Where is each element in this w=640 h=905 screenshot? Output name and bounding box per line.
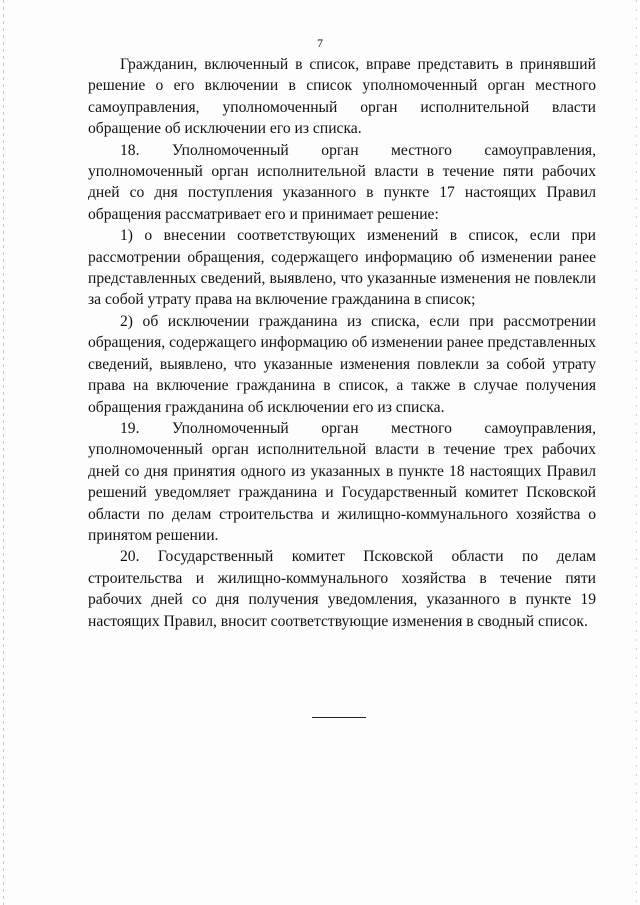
document-body xyxy=(88,54,596,632)
paragraph-19: 19. Уполномоченный орган местного самоуправления, уполномоченный орган исполнительной власти в течение трех рабочих дней со дня принятия одного из указанных в пункте 18 настоящих Правил решений уведомляет гражданина и Государственный комитет Псковской области по делам строительства и жилищно-коммунального хозяйства о принятом решении. xyxy=(88,419,596,544)
paragraph-20: 20. Государственный комитет Псковской области по делам строительства и жилищно-коммунального хозяйства в течение пяти рабочих дней со дня получения уведомления, указанного в пункте 19 настоящих Правил, вносит соответствующие изменения в сводный список. xyxy=(88,548,596,630)
scan-edge-right xyxy=(636,0,637,905)
paragraph-18: 18. Уполномоченный орган местного самоуправления, уполномоченный орган исполнительной власти в течение пяти рабочих дней со дня поступления указанного в пункте 17 настоящих Правил обращения рассматривает его и принимает решение: xyxy=(88,141,596,223)
page-number: 7 xyxy=(317,36,323,50)
scan-edge-left xyxy=(3,0,4,905)
closing-divider xyxy=(312,717,366,718)
paragraph-18-item-2: 2) об исключении гражданина из списка, если при рассмотрении обращения, содержащего информацию об изменении ранее представленных сведений, выявлено, что указанные изменения повлекли за собой утрату права на включение гражданина в список, а также в случае получения обращения гражданина об исключении его из списка. xyxy=(88,312,596,416)
paragraph-citizen-request: Гражданин, включенный в список, вправе представить в принявший решение о его включении в список уполномоченный орган местного самоуправления, уполномоченный орган исполнительной власти обращение об исключении его из списка. xyxy=(88,56,596,138)
paragraph-18-item-1: 1) о внесении соответствующих изменений в список, если при рассмотрении обращения, содержащего информацию об изменении ранее представленных сведений, выявлено, что указанные изменения не повлекли за собой утрату права на включение гражданина в список; xyxy=(88,227,596,309)
